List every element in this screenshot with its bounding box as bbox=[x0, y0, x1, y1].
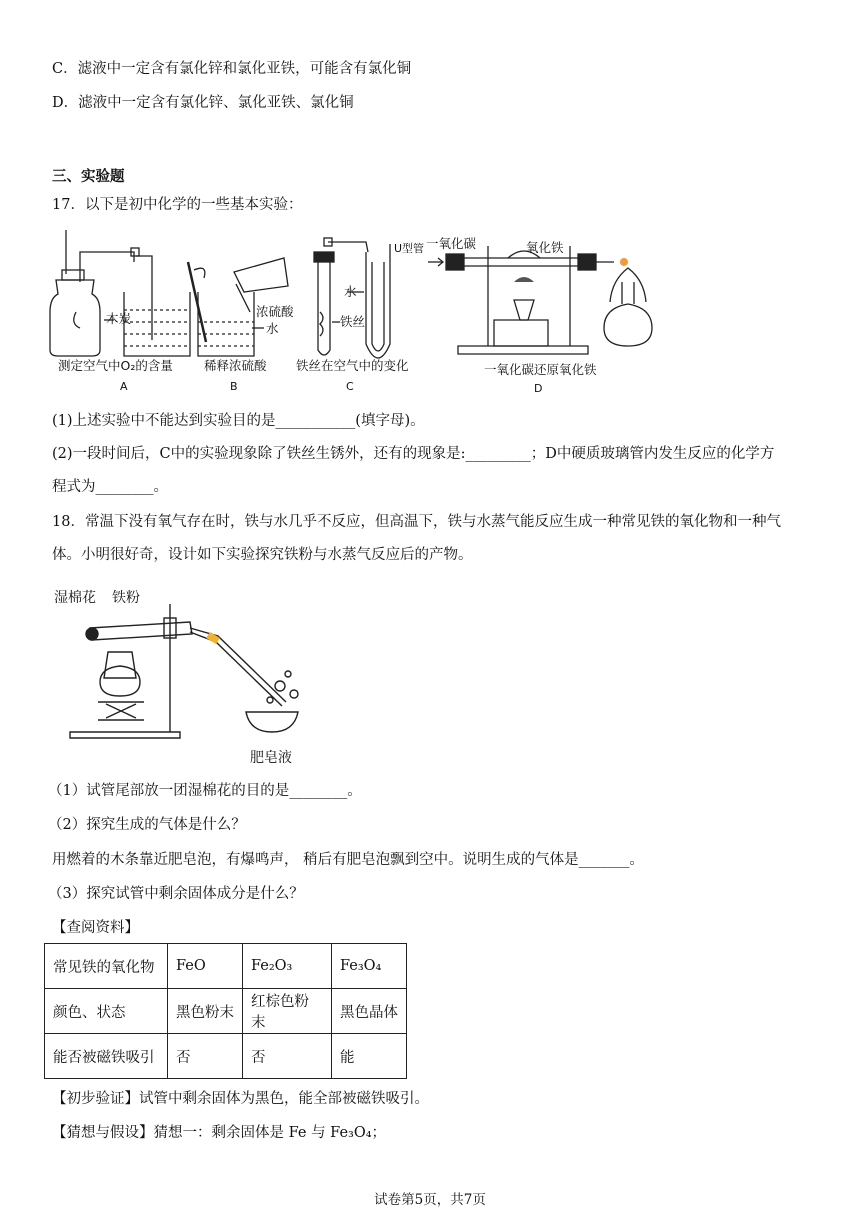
table-row bbox=[45, 944, 407, 989]
table-cell: 否 bbox=[168, 1034, 243, 1079]
table-cell: 能否被磁铁吸引 bbox=[45, 1034, 168, 1079]
q18-apparatus-figure bbox=[50, 582, 310, 770]
table-cell: FeO bbox=[168, 944, 243, 989]
letter-b: B bbox=[230, 380, 238, 393]
label-iron-powder: 铁粉 bbox=[112, 590, 140, 606]
table-cell: Fe₃O₄ bbox=[332, 944, 407, 989]
label-soap: 肥皂液 bbox=[250, 750, 292, 766]
table-row bbox=[45, 1034, 407, 1079]
caption-c: 铁丝在空气中的变化 bbox=[296, 358, 409, 373]
q18-guess: 【猜想与假设】猜想一：剩余固体是 Fe 与 Fe₃O₄； bbox=[52, 1125, 387, 1141]
caption-a: 测定空气中O₂的含量 bbox=[58, 358, 173, 373]
q17-stem: 17．以下是初中化学的一些基本实验： bbox=[52, 197, 303, 213]
table-cell: 常见铁的氧化物 bbox=[45, 944, 168, 989]
option-d: D．滤液中一定含有氯化锌、氯化亚铁、氯化铜 bbox=[52, 95, 354, 111]
label-acid: 浓硫酸 bbox=[256, 304, 294, 319]
table-cell: 颜色、状态 bbox=[45, 989, 168, 1034]
q17-sub2a: (2)一段时间后，C中的实验现象除了铁丝生锈外，还有的现象是:_________；D中硬质玻璃管内发生反应的化学方 bbox=[52, 446, 775, 462]
q17-apparatus-figure bbox=[48, 222, 688, 400]
letter-d: D bbox=[534, 382, 543, 395]
caption-d: 一氧化碳还原氧化铁 bbox=[484, 362, 597, 377]
q17-sub2b: 程式为________。 bbox=[52, 479, 168, 495]
label-u-tube: U型管 bbox=[394, 242, 425, 255]
q17-sub1: (1)上述实验中不能达到实验目的是___________(填字母)。 bbox=[52, 413, 425, 429]
q18-sub3: （3）探究试管中剩余固体成分是什么？ bbox=[48, 886, 304, 902]
label-wet-cotton: 湿棉花 bbox=[54, 590, 96, 606]
table-cell: 能 bbox=[332, 1034, 407, 1079]
table-cell: 否 bbox=[243, 1034, 332, 1079]
letter-c: C bbox=[346, 380, 354, 393]
option-c: C．滤液中一定含有氯化锌和氯化亚铁，可能含有氯化铜 bbox=[52, 61, 412, 77]
table-cell: Fe₂O₃ bbox=[243, 944, 332, 989]
table-cell: 黑色晶体 bbox=[332, 989, 407, 1034]
label-wire: 铁丝 bbox=[340, 314, 366, 329]
label-charcoal: 木炭 bbox=[106, 311, 132, 326]
iron-oxide-table bbox=[44, 943, 407, 1079]
table-row bbox=[45, 989, 407, 1034]
page-footer: 试卷第5页，共7页 bbox=[374, 1192, 486, 1208]
caption-b: 稀释浓硫酸 bbox=[204, 358, 267, 373]
label-fe2o3: 氧化铁 bbox=[526, 240, 564, 255]
q18-sub1: （1）试管尾部放一团湿棉花的目的是________。 bbox=[48, 783, 362, 799]
table-cell: 红棕色粉末 bbox=[243, 989, 332, 1034]
label-water-b: 水 bbox=[266, 321, 279, 336]
letter-a: A bbox=[120, 380, 128, 393]
table-cell: 黑色粉末 bbox=[168, 989, 243, 1034]
q18-lookup-heading: 【查阅资料】 bbox=[52, 920, 139, 936]
q18-verify: 【初步验证】试管中剩余固体为黑色，能全部被磁铁吸引。 bbox=[52, 1091, 429, 1107]
section-title: 三、实验题 bbox=[52, 168, 125, 185]
q18-stem-b: 体。小明很好奇，设计如下实验探究铁粉与水蒸气反应后的产物。 bbox=[52, 547, 473, 563]
q18-sub2: （2）探究生成的气体是什么？ bbox=[48, 817, 246, 833]
q18-stem-a: 18．常温下没有氧气存在时，铁与水几乎不反应，但高温下，铁与水蒸气能反应生成一种常见铁的氧化物和一种气 bbox=[52, 514, 781, 530]
label-co: 一氧化碳 bbox=[426, 236, 477, 251]
label-water-c: 水 bbox=[344, 284, 357, 299]
q18-sub2-text: 用燃着的木条靠近肥皂泡，有爆鸣声， 稍后有肥皂泡飘到空中。说明生成的气体是_______。 bbox=[52, 852, 644, 868]
